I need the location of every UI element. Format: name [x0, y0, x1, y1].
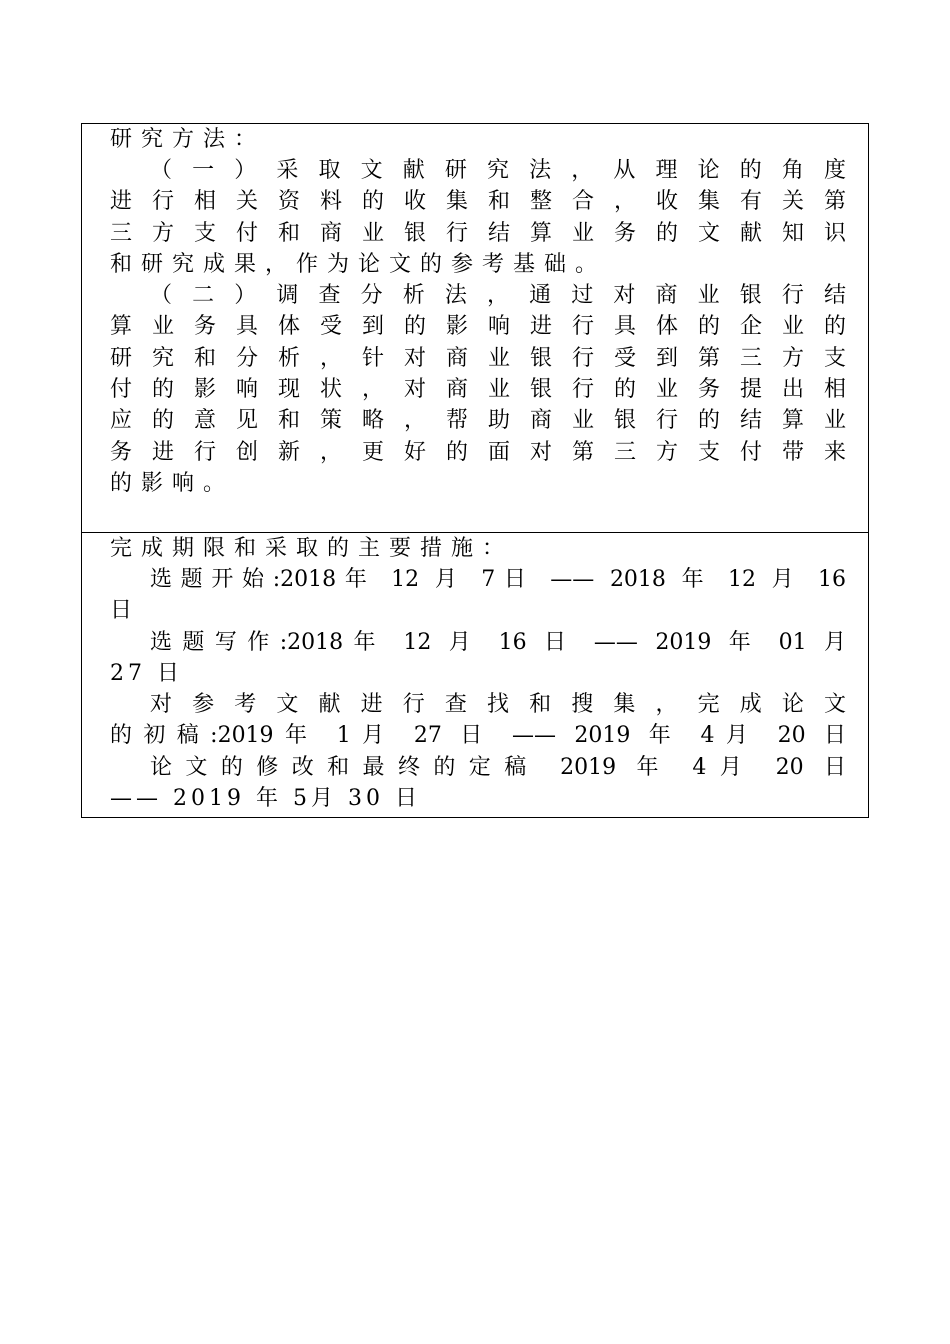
schedule-line: —— 2019 年 5月 30 日 [110, 786, 421, 812]
method-item-2-line: 的影响。 [110, 470, 235, 496]
method-item-2-line: 付的影响现状，对商业银行的业务提出相 [110, 377, 846, 403]
schedule-line: 对参考文献进行查找和搜集，完成论文 [150, 692, 846, 718]
method-item-1-line: 和研究成果，作为论文的参考基础。 [110, 251, 607, 277]
method-item-1-line: 进行相关资料的收集和整合，收集有关第 [110, 189, 846, 215]
schedule-line: 选题开始:2018年 12 月 7日 —— 2018 年 12 月 16 [150, 567, 846, 592]
schedule-line: 的初稿:2019年 1月 27 日 —— 2019 年 4月 20 日 [110, 723, 846, 749]
research-methods-heading: 研究方法： [110, 127, 266, 152]
method-item-2-line: 应的意见和策略，帮助商业银行的结算业 [110, 408, 846, 434]
method-item-1 [110, 155, 846, 280]
method-item-1-line: （一）采取文献研究法，从理论的角度 [150, 158, 846, 183]
method-item-2 [110, 280, 846, 499]
schedule-line: 选题写作:2018年 12 月 16 日 —— 2019 年 01 月 [150, 629, 846, 655]
method-item-2-line: 务进行创新，更好的面对第三方支付带来 [110, 439, 846, 465]
method-item-2-line: （二）调查分析法，通过对商业银行结 [150, 283, 846, 309]
schedule-line: 日 [110, 598, 137, 624]
method-item-1-line: 三方支付和商业银行结算业务的文献知识 [110, 220, 846, 246]
schedule-heading: 完成期限和采取的主要措施： [110, 536, 514, 561]
research-methods-section [82, 124, 868, 532]
schedule-line: 论文的修改和最终的定稿 2019 年 4月 20 日 [150, 754, 846, 780]
method-item-2-line: 研究和分析，针对商业银行受到第三方支 [110, 345, 846, 371]
method-item-2-line: 算业务具体受到的影响进行具体的企业的 [110, 314, 846, 340]
proposal-table [81, 123, 869, 818]
schedule-line: 27 日 [110, 660, 183, 686]
schedule-section [82, 532, 868, 817]
